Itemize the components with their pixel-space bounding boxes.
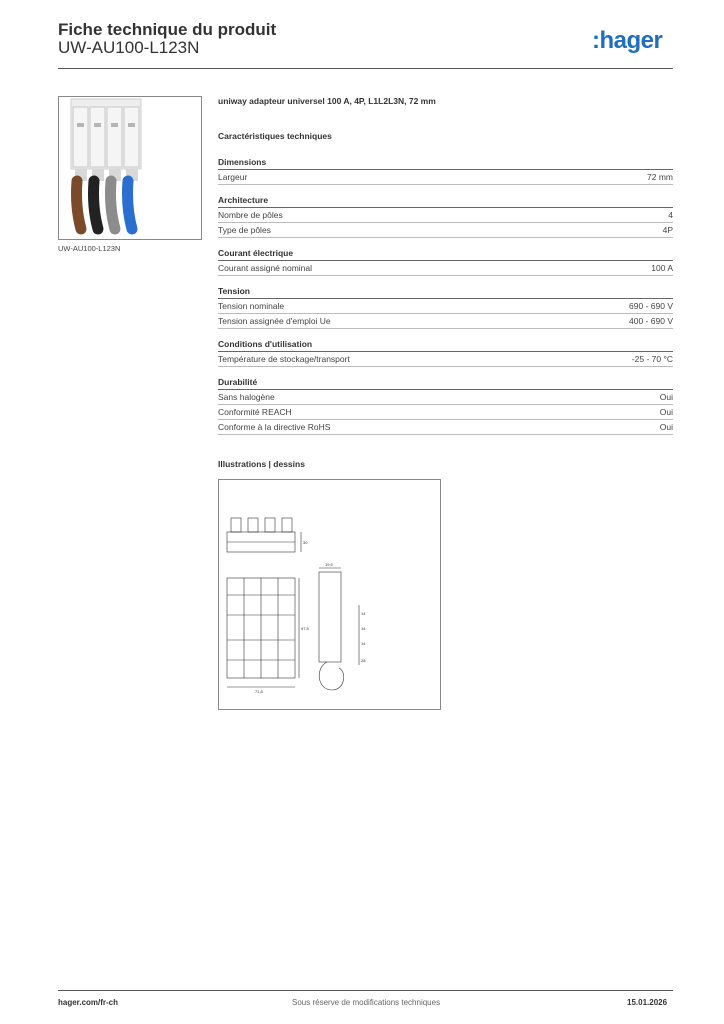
- cable-lead: [111, 181, 116, 229]
- page-title: Fiche technique du produit: [58, 20, 277, 39]
- footer-website[interactable]: hager.com/fr-ch: [58, 998, 119, 1007]
- spec-value: Oui: [659, 407, 673, 417]
- spec-label: Type de pôles: [218, 225, 271, 235]
- spec-row: [218, 314, 673, 329]
- section-title: Courant électrique: [218, 248, 673, 261]
- footer-date: 15.01.2026: [627, 998, 668, 1007]
- svg-text:14: 14: [361, 641, 366, 646]
- section-title: Conditions d'utilisation: [218, 339, 673, 352]
- characteristics-heading: Caractéristiques techniques: [218, 131, 332, 141]
- svg-text:14: 14: [361, 611, 366, 616]
- spec-section: [218, 157, 673, 185]
- spec-row: [218, 390, 673, 405]
- svg-text:28: 28: [361, 658, 366, 663]
- photo-caption: UW-AU100-L123N: [58, 244, 121, 253]
- spec-row: [218, 299, 673, 314]
- spec-label: Conformité REACH: [218, 407, 292, 417]
- technical-drawing: [218, 479, 441, 710]
- spec-value: 100 A: [651, 263, 673, 273]
- spec-label: Conforme à la directive RoHS: [218, 422, 331, 432]
- section-title: Dimensions: [218, 157, 673, 170]
- cable-lead: [128, 181, 133, 229]
- section-title: Architecture: [218, 195, 673, 208]
- header-divider: [58, 68, 673, 69]
- spec-label: Nombre de pôles: [218, 210, 283, 220]
- svg-text:71,8: 71,8: [255, 689, 263, 694]
- spec-label: Tension assignée d'emploi Ue: [218, 316, 331, 326]
- spec-row: [218, 208, 673, 223]
- spec-value: 72 mm: [647, 172, 673, 182]
- spec-value: Oui: [659, 422, 673, 432]
- product-description: uniway adapteur universel 100 A, 4P, L1L2L3N, 72 mm: [218, 96, 436, 106]
- spec-row: [218, 420, 673, 435]
- spec-section: [218, 286, 673, 329]
- spec-value: -25 - 70 °C: [631, 354, 673, 364]
- svg-text:97,5: 97,5: [301, 626, 309, 631]
- spec-label: Température de stockage/transport: [218, 354, 350, 364]
- spec-row: [218, 352, 673, 367]
- spec-section: [218, 339, 673, 367]
- spec-section: [218, 195, 673, 238]
- section-title: Durabilité: [218, 377, 673, 390]
- spec-value: 4P: [662, 225, 673, 235]
- spec-value: Oui: [659, 392, 673, 402]
- svg-text:14: 14: [361, 626, 366, 631]
- illustrations-heading: Illustrations | dessins: [218, 459, 305, 469]
- cable-lead: [94, 181, 99, 229]
- spec-row: [218, 223, 673, 238]
- spec-label: Sans halogène: [218, 392, 275, 402]
- spec-label: Largeur: [218, 172, 248, 182]
- cable-lead: [77, 181, 82, 229]
- spec-row: [218, 170, 673, 185]
- svg-text:19,5: 19,5: [325, 562, 333, 567]
- spec-label: Tension nominale: [218, 301, 285, 311]
- svg-text:30: 30: [303, 540, 308, 545]
- spec-sections: [218, 157, 673, 445]
- section-title: Tension: [218, 286, 673, 299]
- spec-value: 690 - 690 V: [629, 301, 673, 311]
- spec-row: [218, 261, 673, 276]
- spec-value: 400 - 690 V: [629, 316, 673, 326]
- product-code: UW-AU100-L123N: [58, 38, 200, 57]
- spec-value: 4: [668, 210, 673, 220]
- spec-row: [218, 405, 673, 420]
- footer-notice: Sous réserve de modifications techniques: [292, 998, 441, 1007]
- footer-divider: [58, 990, 673, 991]
- spec-section: [218, 377, 673, 435]
- product-photo: [58, 96, 202, 240]
- hager-logo: :hager: [592, 27, 663, 54]
- spec-label: Courant assigné nominal: [218, 263, 313, 273]
- spec-section: [218, 248, 673, 276]
